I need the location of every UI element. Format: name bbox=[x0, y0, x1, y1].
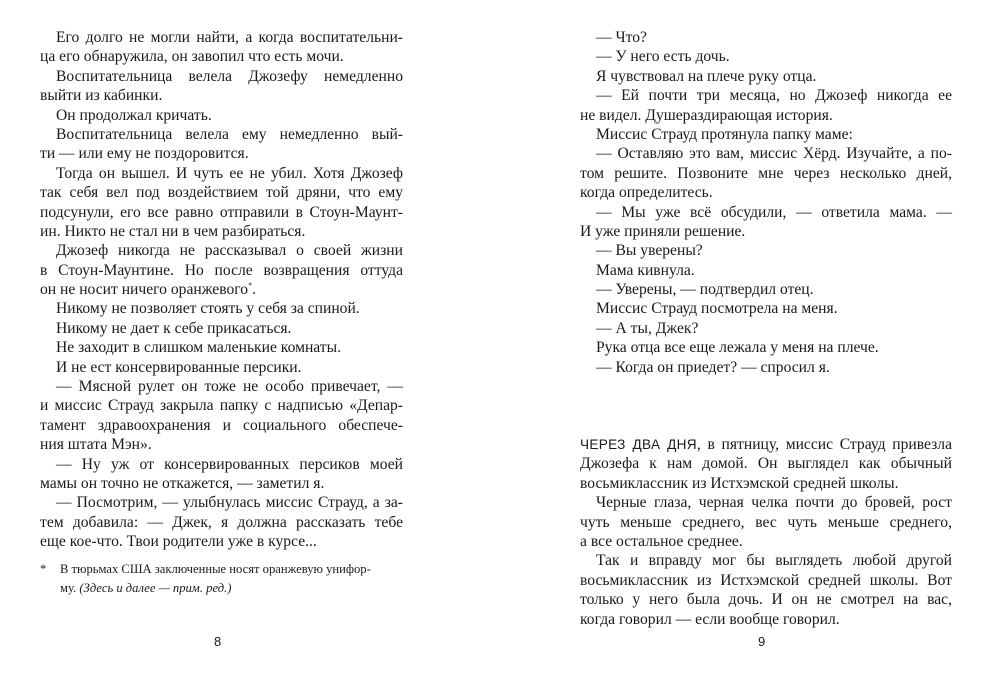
footnote-marker: * bbox=[40, 562, 47, 576]
page-number: 9 bbox=[758, 634, 766, 649]
text-line: — Мы уже всё обсудили, — ответила мама. — bbox=[596, 203, 952, 221]
text-line: И уже приняли решение. bbox=[580, 222, 746, 240]
text-line: Миссис Страуд протянула папку маме: bbox=[596, 125, 853, 143]
text-line: — Когда он приедет? — спросил я. bbox=[596, 358, 830, 376]
text-line: том решите. Позвоните мне через несколько дней, bbox=[580, 164, 952, 182]
text-line: — А ты, Джек? bbox=[596, 319, 699, 337]
text-line: — Что? bbox=[596, 29, 647, 46]
text-line: — У него есть дочь. bbox=[596, 48, 730, 66]
text-line-body: , в пятницу, миссис Страуд привезла bbox=[696, 436, 953, 454]
footnote-reference: * bbox=[248, 280, 253, 290]
text-line: в Стоун-Маунтине. Но после возвращения оттуда bbox=[40, 261, 403, 279]
section-opening-line bbox=[580, 435, 952, 454]
text-line: он не носит ничего оранжевого*. bbox=[40, 280, 256, 299]
editor-note: (Здесь и далее — прим. ред.) bbox=[79, 581, 232, 596]
text-line: когда говорил — если вообще говорил. bbox=[580, 610, 840, 628]
text-line: Воспитательница велела ему немедленно вый- bbox=[56, 125, 403, 143]
text-line: Я чувствовал на плече руку отца. bbox=[596, 67, 817, 85]
page-number: 8 bbox=[214, 634, 222, 649]
text-line: Рука отца все еще лежала у меня на плече. bbox=[596, 339, 879, 357]
text-line: а все остальное среднее. bbox=[580, 532, 743, 550]
right-page bbox=[500, 0, 1000, 688]
footnote-text: В тюрьмах США заключенные носят оранжевую унифор- bbox=[60, 562, 371, 576]
right-page-text bbox=[580, 28, 952, 629]
section-lead-in: ЧЕРЕЗ ДВА ДНЯ bbox=[580, 437, 697, 453]
text-line: ти — или ему не поздоровится. bbox=[40, 145, 249, 163]
text-line: Не заходит в слишком маленькие комнаты. bbox=[56, 339, 341, 357]
text-line: чуть меньше среднего, вес чуть меньше среднего, bbox=[580, 513, 952, 531]
text-line: мамы он точно не откажется, — заметил я. bbox=[40, 474, 325, 492]
text-line: только у него была дочь. И он не смотрел на вас, bbox=[580, 591, 952, 609]
text-line: ния штата Мэн». bbox=[40, 436, 152, 454]
text-line: — Посмотрим, — улыбнулась миссис Страуд, а за- bbox=[56, 494, 403, 512]
text-line: Воспитательница велела Джозефу немедленно bbox=[56, 67, 403, 85]
text-line: Так и вправду мог бы выглядеть любой другой bbox=[596, 552, 952, 570]
text-line: подсунули, его все равно отправили в Стоун-Маунт- bbox=[40, 203, 403, 221]
text-line: — Оставляю это вам, миссис Хёрд. Изучайте, а по- bbox=[596, 145, 952, 163]
text-line: — Уверены, — подтвердил отец. bbox=[596, 281, 814, 299]
text-line: Джозеф никогда не рассказывал о своей жизни bbox=[56, 242, 403, 260]
text-line: ин. Никто не стал ни в чем разбираться. bbox=[40, 222, 306, 240]
text-line: выйти из кабинки. bbox=[40, 87, 163, 105]
left-page-text bbox=[40, 28, 403, 552]
text-line: ца его обнаружила, он завопил что есть мочи. bbox=[40, 48, 344, 66]
footnote bbox=[40, 560, 420, 599]
footnote-continuation bbox=[40, 579, 420, 598]
text-line: Никому не дает к себе прикасаться. bbox=[56, 319, 292, 337]
text-line: — Ну уж от консервированных персиков моей bbox=[56, 455, 403, 473]
text-line: Он продолжал кричать. bbox=[56, 106, 212, 124]
text-line: так себя вел под воздействием той дряни, что ему bbox=[40, 184, 403, 202]
section-break bbox=[580, 377, 952, 406]
text-line: — Вы уверены? bbox=[596, 242, 703, 260]
text-line: восьмиклассник из Истхэмской средней школы. Вот bbox=[580, 571, 952, 589]
text-line-body: он не носит ничего оранжевого bbox=[40, 281, 249, 299]
text-line: восьмиклассник из Истхэмской средней школы. bbox=[580, 474, 899, 492]
text-line: когда определитесь. bbox=[580, 184, 713, 202]
text-line: Черные глаза, черная челка почти до бровей, рост bbox=[596, 494, 952, 512]
text-line: И не ест консервированные персики. bbox=[56, 358, 302, 376]
text-line: Джозефа к нам домой. Он выглядел как обычный bbox=[580, 455, 952, 473]
text-line: Тогда он вышел. И чуть ее не убил. Хотя Джозеф bbox=[56, 164, 403, 182]
text-line: еще кое-что. Твои родители уже в курсе... bbox=[40, 533, 317, 551]
text-line: тем добавила: — Джек, я должна рассказать тебе bbox=[40, 513, 403, 531]
text-line: тамент здравоохранения и социального обеспече- bbox=[40, 416, 403, 434]
text-line: не видел. Душераздирающая история. bbox=[580, 106, 833, 124]
text-line: Никому не позволяет стоять у себя за спиной. bbox=[56, 300, 360, 318]
footnote-text-end: му. bbox=[60, 581, 77, 596]
text-line: — Мясной рулет он тоже не особо привечает, — bbox=[56, 378, 403, 396]
text-line: и миссис Страуд закрыла папку с надписью «Депар- bbox=[40, 397, 403, 415]
text-line: Его долго не могли найти, а когда воспитательни- bbox=[56, 29, 403, 46]
text-line: Мама кивнула. bbox=[596, 261, 695, 279]
text-line: Миссис Страуд посмотрела на меня. bbox=[596, 300, 838, 318]
text-line: — Ей почти три месяца, но Джозеф никогда ее bbox=[596, 87, 952, 105]
section-break bbox=[580, 406, 952, 435]
